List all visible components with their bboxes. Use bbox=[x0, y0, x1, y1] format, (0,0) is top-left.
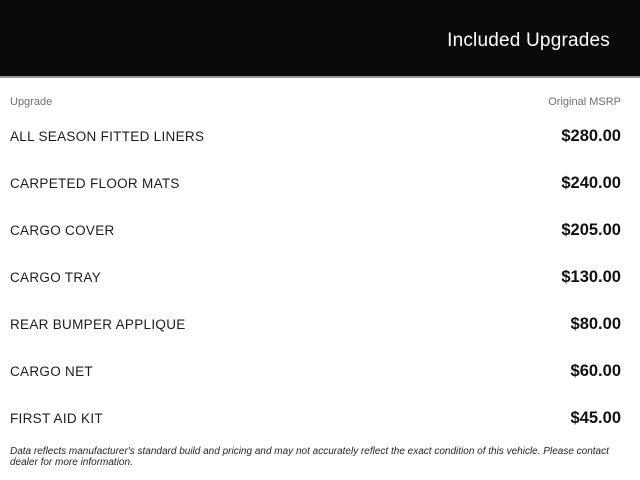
table-row bbox=[0, 254, 640, 301]
table-row bbox=[0, 160, 640, 207]
upgrades-table bbox=[0, 78, 640, 442]
upgrade-name: REAR BUMPER APPLIQUE bbox=[10, 317, 186, 332]
upgrade-price: $80.00 bbox=[570, 315, 621, 333]
upgrade-price: $45.00 bbox=[570, 409, 621, 427]
table-header-row bbox=[0, 78, 640, 113]
table-row bbox=[0, 301, 640, 348]
page-title: Included Upgrades bbox=[447, 30, 610, 51]
disclaimer-text: Data reflects manufacturer's standard build and pricing and may not accurately reflect the exact condition of this vehicle. Please contact dealer for more information. bbox=[10, 446, 609, 468]
upgrade-name: CARPETED FLOOR MATS bbox=[10, 176, 180, 191]
table-row bbox=[0, 395, 640, 442]
column-header-upgrade: Upgrade bbox=[10, 96, 53, 108]
upgrade-price: $60.00 bbox=[570, 362, 621, 380]
table-body bbox=[0, 113, 640, 442]
upgrade-name: ALL SEASON FITTED LINERS bbox=[10, 129, 205, 144]
upgrade-price: $240.00 bbox=[561, 174, 621, 192]
column-header-msrp: Original MSRP bbox=[548, 96, 621, 108]
upgrade-price: $130.00 bbox=[561, 268, 621, 286]
table-row bbox=[0, 207, 640, 254]
upgrade-name: FIRST AID KIT bbox=[10, 411, 103, 426]
upgrade-price: $205.00 bbox=[561, 221, 621, 239]
header-bar bbox=[0, 0, 640, 78]
table-row bbox=[0, 113, 640, 160]
upgrade-name: CARGO TRAY bbox=[10, 270, 102, 285]
upgrade-name: CARGO COVER bbox=[10, 223, 115, 238]
upgrade-price: $280.00 bbox=[561, 127, 621, 145]
upgrade-name: CARGO NET bbox=[10, 364, 93, 379]
table-row bbox=[0, 348, 640, 395]
